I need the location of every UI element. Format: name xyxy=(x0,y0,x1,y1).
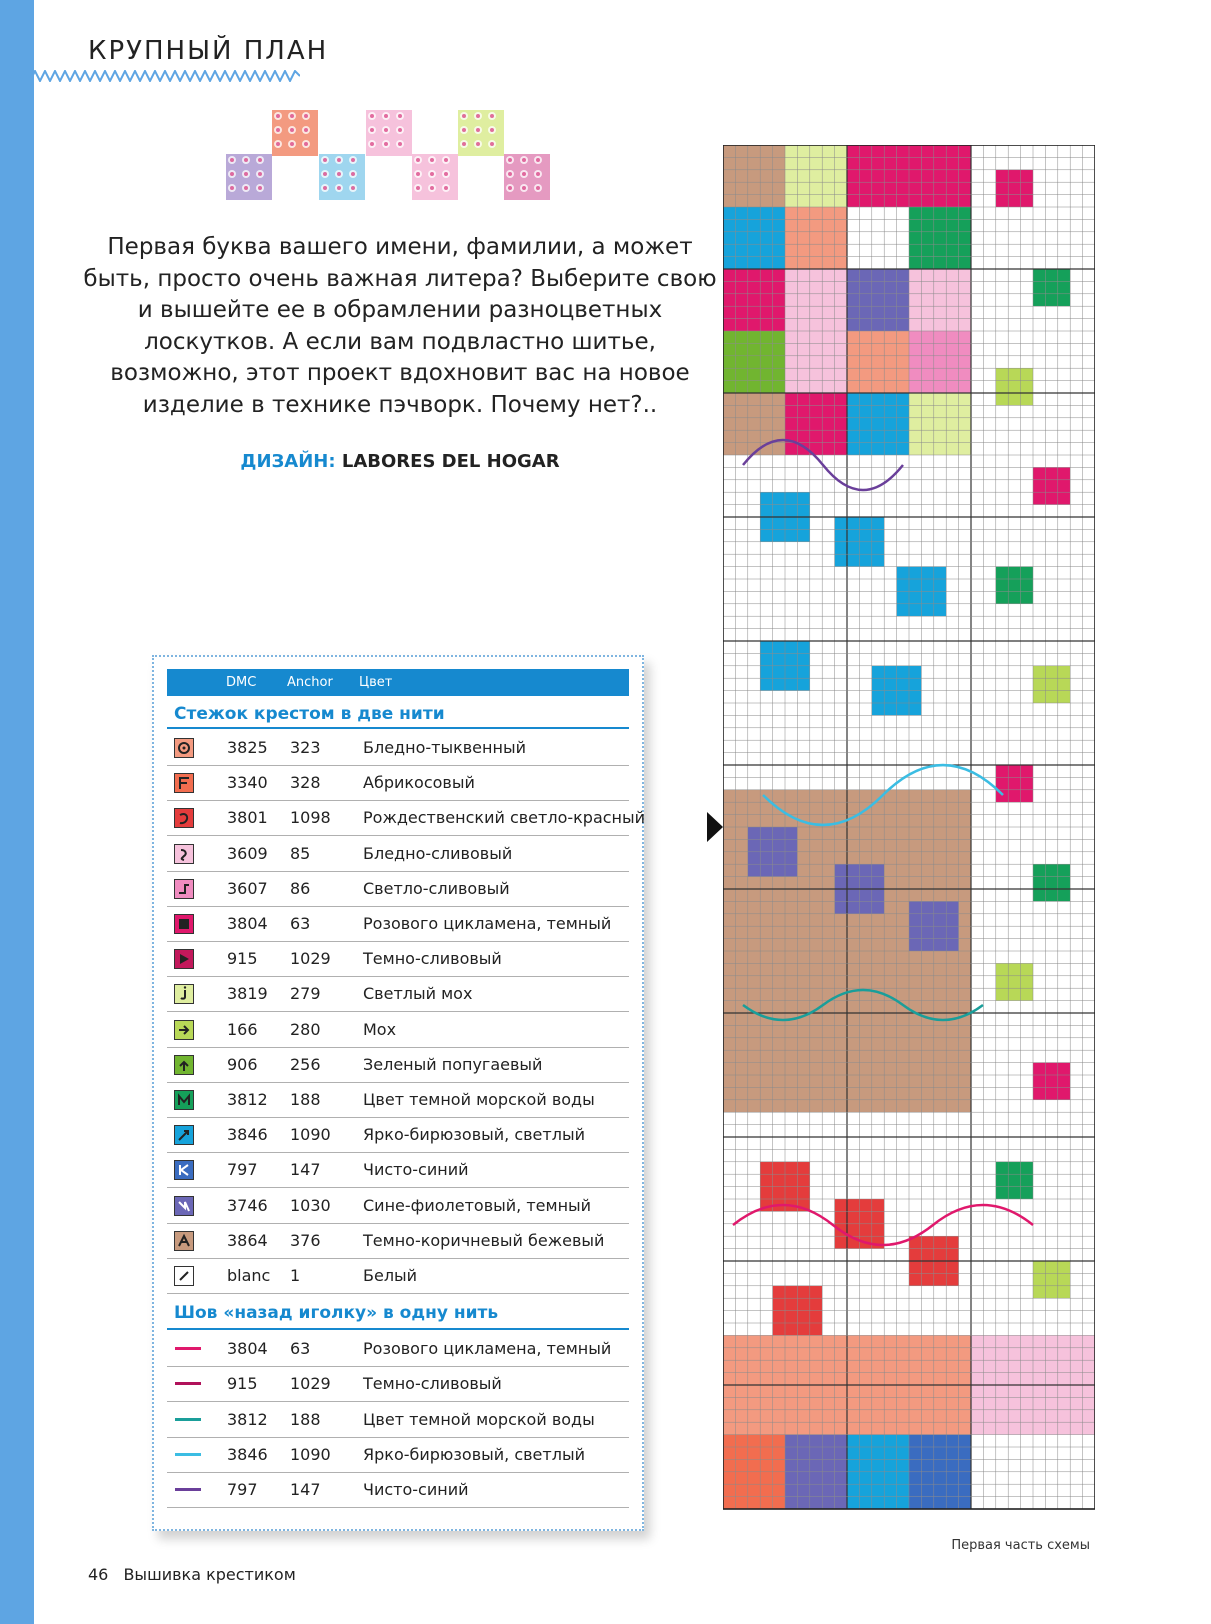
thread-color-name: Ярко-бирюзовый, светлый xyxy=(363,1444,585,1464)
anchor-number: 63 xyxy=(290,1339,311,1359)
legend-row xyxy=(167,730,629,766)
anchor-number: 188 xyxy=(290,1409,321,1429)
symbol-swatch-icon xyxy=(174,1125,194,1145)
dmc-number: 3825 xyxy=(227,738,268,757)
symbol-swatch-icon xyxy=(174,1196,194,1216)
dmc-number: 3801 xyxy=(227,808,268,828)
backstitch-line-icon xyxy=(175,1347,201,1350)
anchor-number: 280 xyxy=(290,1019,321,1039)
dmc-number: 906 xyxy=(227,1054,258,1074)
thread-color-name: Розового цикламена, темный xyxy=(363,914,612,933)
legend-row xyxy=(167,976,629,1012)
design-value: LABORES DEL HOGAR xyxy=(341,451,560,472)
backstitch-line-icon xyxy=(175,1453,201,1456)
backstitch-row xyxy=(167,1402,629,1438)
dmc-number: 3609 xyxy=(227,843,268,863)
dmc-number: 797 xyxy=(227,1160,258,1180)
legend-row xyxy=(167,1117,629,1153)
thread-color-name: Цвет темной морской воды xyxy=(363,1090,595,1109)
legend-row xyxy=(167,1047,629,1083)
color-key-table xyxy=(152,655,644,1531)
thread-color-name: Темно-сливовый xyxy=(363,949,502,969)
symbol-swatch-icon xyxy=(174,1231,194,1251)
chart-center-pointer-icon xyxy=(707,812,723,842)
dmc-number: 3746 xyxy=(227,1195,268,1215)
dmc-number: 166 xyxy=(227,1019,258,1039)
dmc-number: 3804 xyxy=(227,914,268,933)
thread-color-name: Сине-фиолетовый, темный xyxy=(363,1195,592,1215)
cross-title-rule xyxy=(167,727,629,729)
symbol-swatch-icon xyxy=(174,1055,194,1075)
symbol-swatch-icon xyxy=(174,844,194,864)
thread-color-name: Бледно-тыквенный xyxy=(363,738,526,757)
anchor-number: 1 xyxy=(290,1266,301,1285)
legend-row xyxy=(167,1188,629,1224)
design-credit xyxy=(120,451,680,472)
dmc-number: 915 xyxy=(227,949,258,969)
patch-swirl-icon xyxy=(226,154,272,200)
thread-color-name: Зеленый попугаевый xyxy=(363,1054,543,1074)
anchor-number: 256 xyxy=(290,1054,321,1074)
thread-color-name: Рождественский светло-красный xyxy=(363,808,646,828)
thread-color-name: Светлый мох xyxy=(363,984,473,1004)
chart-caption: Первая часть схемы xyxy=(951,1538,1090,1553)
anchor-number: 323 xyxy=(290,738,321,757)
anchor-number: 1098 xyxy=(290,808,331,828)
symbol-swatch-icon xyxy=(174,773,194,793)
magazine-name: Вышивка крестиком xyxy=(123,1565,296,1584)
anchor-number: 328 xyxy=(290,773,321,793)
thread-color-name: Белый xyxy=(363,1266,418,1285)
anchor-number: 1030 xyxy=(290,1195,331,1215)
anchor-number: 1090 xyxy=(290,1125,331,1145)
dmc-number: 3846 xyxy=(227,1125,268,1145)
thread-color-name: Чисто-синий xyxy=(363,1480,469,1499)
thread-color-name: Розового цикламена, темный xyxy=(363,1339,612,1359)
dmc-number: 3864 xyxy=(227,1230,268,1250)
symbol-swatch-icon xyxy=(174,1266,194,1286)
thread-color-name: Темно-сливовый xyxy=(363,1374,502,1394)
backstitch-line-icon xyxy=(175,1488,201,1491)
symbol-swatch-icon xyxy=(174,1020,194,1040)
zigzag-divider xyxy=(0,70,300,82)
intro-text: Первая буква вашего имени, фамилии, а может быть, просто очень важная литера? Выберите свою и вышейте ее в обрамлении разноцветных лоскутков. А если вам подвластно шитье, возможно, этот проект вдохновит вас на новое изделие в технике пэчворк. Почему нет?.. xyxy=(83,234,717,418)
patch-flowers-icon xyxy=(272,110,318,156)
backstitch-title: Шов «назад иголку» в одну нить xyxy=(174,1303,499,1324)
backstitch-row xyxy=(167,1437,629,1473)
anchor-number: 147 xyxy=(290,1480,321,1499)
patch-leaves-icon xyxy=(504,154,550,200)
dmc-number: 3812 xyxy=(227,1409,268,1429)
header-color: Цвет xyxy=(359,675,393,690)
backstitch-line-icon xyxy=(175,1418,201,1421)
legend-header xyxy=(167,669,629,696)
legend-row xyxy=(167,1012,629,1048)
legend-row xyxy=(167,871,629,907)
backstitch-row xyxy=(167,1472,629,1508)
backstitch-line-icon xyxy=(175,1382,201,1385)
anchor-number: 85 xyxy=(290,843,311,863)
design-label: ДИЗАЙН: xyxy=(240,451,336,472)
anchor-number: 1090 xyxy=(290,1444,331,1464)
legend-row xyxy=(167,906,629,942)
anchor-number: 188 xyxy=(290,1090,321,1109)
symbol-swatch-icon xyxy=(174,949,194,969)
section-title: КРУПНЫЙ ПЛАН xyxy=(88,36,329,66)
header-dmc: DMC xyxy=(226,675,257,690)
thread-color-name: Темно-коричневый бежевый xyxy=(363,1230,605,1250)
legend-row xyxy=(167,1152,629,1188)
dmc-number: 3846 xyxy=(227,1444,268,1464)
symbol-swatch-icon xyxy=(174,1160,194,1180)
page-footer xyxy=(88,1565,306,1584)
symbol-swatch-icon xyxy=(174,914,194,934)
symbol-swatch-icon xyxy=(174,808,194,828)
thread-color-name: Светло-сливовый xyxy=(363,878,510,898)
anchor-number: 1029 xyxy=(290,949,331,969)
legend-row xyxy=(167,941,629,977)
legend-row xyxy=(167,765,629,801)
dmc-number: 3340 xyxy=(227,773,268,793)
thread-color-name: Бледно-сливовый xyxy=(363,843,513,863)
thread-color-name: Абрикосовый xyxy=(363,773,475,793)
anchor-number: 279 xyxy=(290,984,321,1004)
dmc-number: 797 xyxy=(227,1480,258,1499)
dmc-number: 3819 xyxy=(227,984,268,1004)
legend-row xyxy=(167,1258,629,1294)
symbol-swatch-icon xyxy=(174,738,194,758)
legend-row xyxy=(167,836,629,872)
patch-roses-icon xyxy=(412,154,458,200)
cross-stitch-title: Стежок крестом в две нити xyxy=(174,704,445,724)
patch-dots-icon xyxy=(458,110,504,156)
thread-color-name: Цвет темной морской воды xyxy=(363,1409,595,1429)
anchor-number: 1029 xyxy=(290,1374,331,1394)
legend-row xyxy=(167,1082,629,1118)
anchor-number: 376 xyxy=(290,1230,321,1250)
symbol-swatch-icon xyxy=(174,984,194,1004)
legend-row xyxy=(167,800,646,836)
anchor-number: 147 xyxy=(290,1160,321,1180)
patch-swirl-icon xyxy=(319,154,365,200)
header-anchor: Anchor xyxy=(287,675,333,690)
anchor-number: 86 xyxy=(290,878,311,898)
back-title-rule xyxy=(167,1328,629,1330)
dmc-number: 3804 xyxy=(227,1339,268,1359)
thread-color-name: Мох xyxy=(363,1019,397,1039)
anchor-number: 63 xyxy=(290,914,311,933)
thread-color-name: Чисто-синий xyxy=(363,1160,469,1180)
legend-row xyxy=(167,1223,629,1259)
thread-color-name: Ярко-бирюзовый, светлый xyxy=(363,1125,585,1145)
backstitch-row xyxy=(167,1366,629,1402)
symbol-swatch-icon xyxy=(174,1090,194,1110)
dmc-number: blanc xyxy=(227,1266,271,1285)
patch-hearts-icon xyxy=(366,110,412,156)
dmc-number: 3607 xyxy=(227,878,268,898)
cross-stitch-chart xyxy=(723,145,1095,1510)
page-number: 46 xyxy=(88,1565,109,1584)
dmc-number: 915 xyxy=(227,1374,258,1394)
symbol-swatch-icon xyxy=(174,879,194,899)
dmc-number: 3812 xyxy=(227,1090,268,1109)
backstitch-row xyxy=(167,1331,629,1367)
left-blue-band xyxy=(0,0,34,1624)
